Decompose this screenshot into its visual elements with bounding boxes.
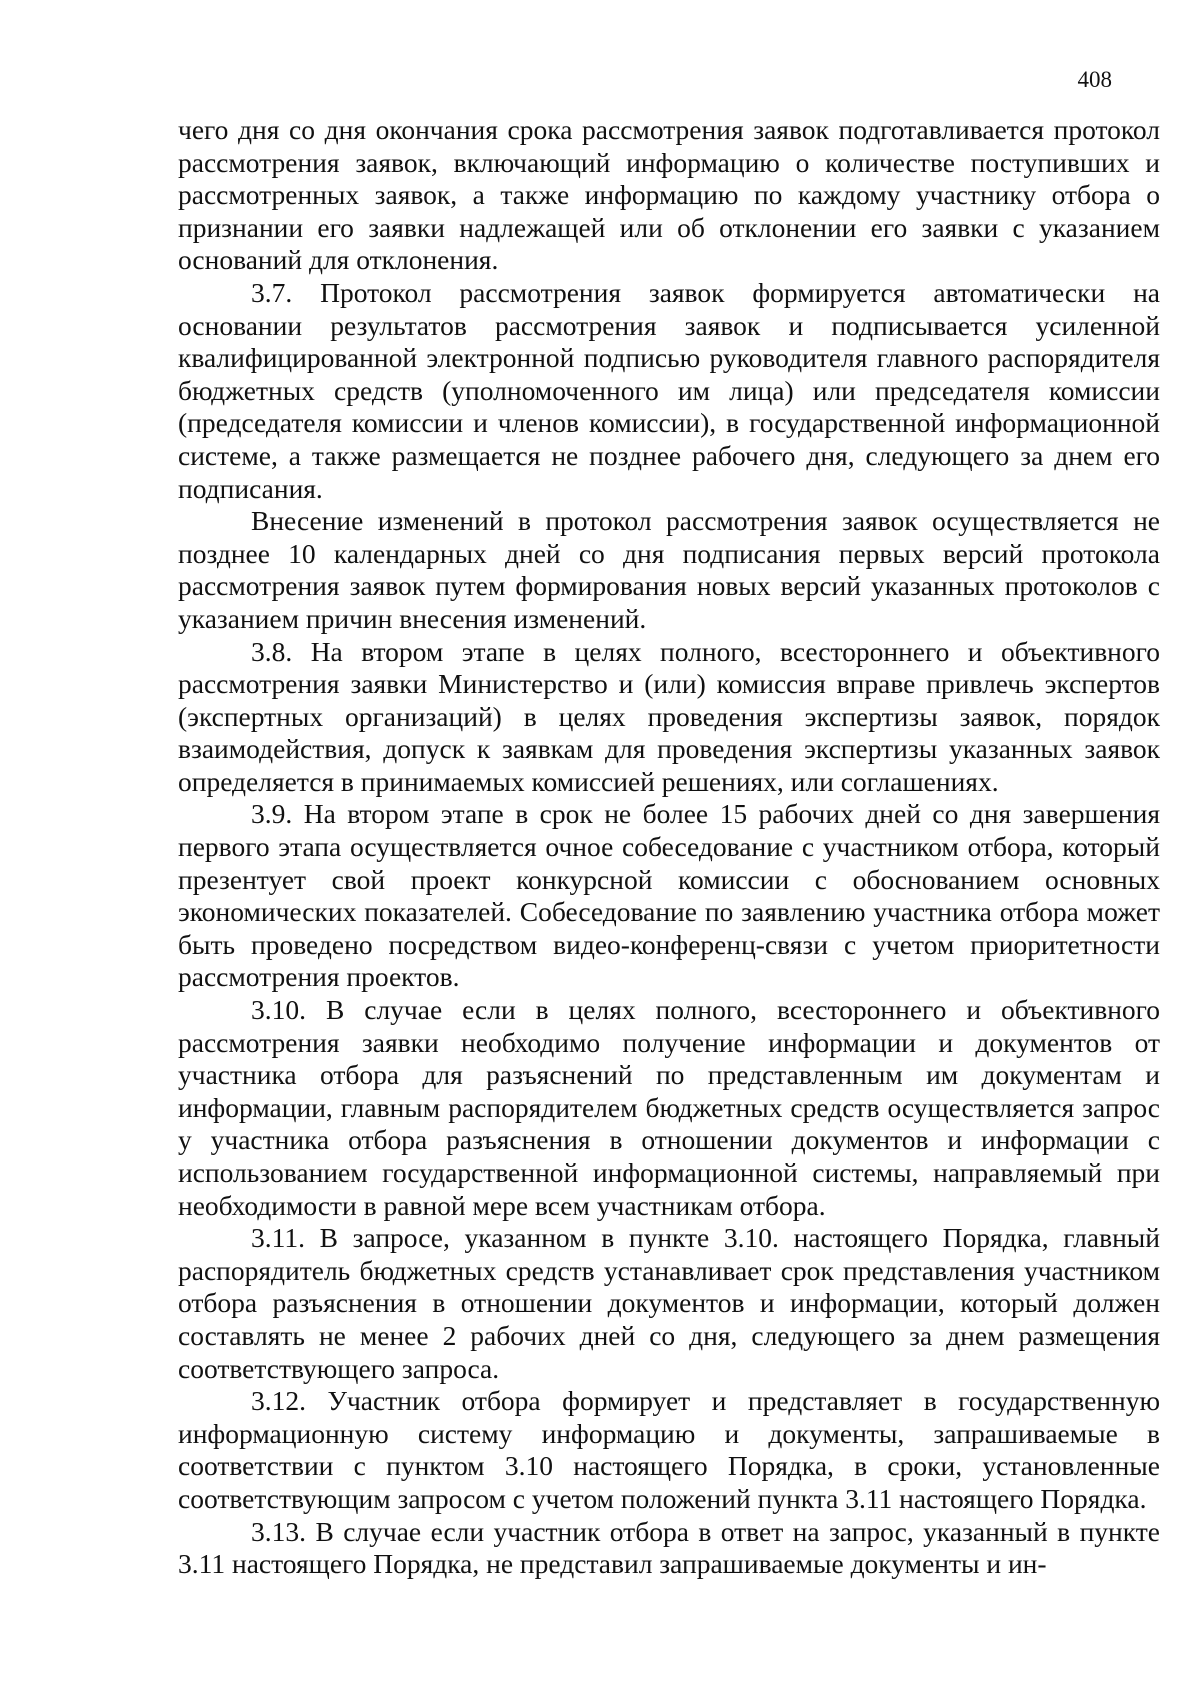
paragraph-3-11: 3.11. В запросе, указанном в пункте 3.10. настоящего Порядка, главный распорядитель бюджетных средств устанавливает срок представления участником отбора разъяснения в отношении документов и информации, который должен составлять не менее 2 рабочих дней со дня, следующего за днем размещения соответствующего запроса. [178,1222,1160,1384]
paragraph-3-9: 3.9. На втором этапе в срок не более 15 рабочих дней со дня завершения первого этапа осуществляется очное собеседование с участником отбора, который презентует свой проект конкурсной комиссии с обоснованием основных экономических показателей. Собеседование по заявлению участника отбора может быть проведено посредством видео-конференц-связи с учетом приоритетности рассмотрения проектов. [178,798,1160,993]
document-body [178,114,1160,1581]
paragraph-3-7: 3.7. Протокол рассмотрения заявок формируется автоматически на основании результатов рассмотрения заявок и подписывается усиленной квалифицированной электронной подписью руководителя главного распорядителя бюджетных средств (уполномоченного им лица) или председателя комиссии (председателя комиссии и членов комиссии), в государственной информационной системе, а также размещается не позднее рабочего дня, следующего за днем его подписания. [178,276,1160,504]
paragraph-3-13: 3.13. В случае если участник отбора в ответ на запрос, указанный в пункте 3.11 настоящего Порядка, не представил запрашиваемые документы и ин- [178,1515,1160,1580]
paragraph-3-8: 3.8. На втором этапе в целях полного, всестороннего и объективного рассмотрения заявки Министерство и (или) комиссия вправе привлечь экспертов (экспертных организаций) в целях проведения экспертизы заявок, порядок взаимодействия, допуск к заявкам для проведения экспертизы указанных заявок определяется в принимаемых комиссией решениях, или соглашениях. [178,635,1160,797]
paragraph-continuation: чего дня со дня окончания срока рассмотрения заявок подготавливается протокол рассмотрения заявок, включающий информацию о количестве поступивших и рассмотренных заявок, а также информацию по каждому участнику отбора о признании его заявки надлежащей или об отклонении его заявки с указанием оснований для отклонения. [178,114,1160,276]
paragraph-3-10: 3.10. В случае если в целях полного, всестороннего и объективного рассмотрения заявки необходимо получение информации и документов от участника отбора для разъяснений по представленным им документам и информации, главным распорядителем бюджетных средств осуществляется запрос у участника отбора разъяснения в отношении документов и информации с использованием государственной информационной системы, направляемый при необходимости в равной мере всем участникам отбора. [178,994,1160,1221]
page-number: 408 [1077,67,1112,92]
paragraph-3-12: 3.12. Участник отбора формирует и представляет в государственную информационную систему информацию и документы, запрашиваемые в соответствии с пунктом 3.10 настоящего Порядка, в сроки, установленные соответствующим запросом с учетом положений пункта 3.11 настоящего Порядка. [178,1385,1160,1514]
paragraph-amendments: Внесение изменений в протокол рассмотрения заявок осуществляется не позднее 10 календарных дней со дня подписания первых версий протокола рассмотрения заявок путем формирования новых версий указанных протоколов с указанием причин внесения изменений. [178,505,1160,634]
